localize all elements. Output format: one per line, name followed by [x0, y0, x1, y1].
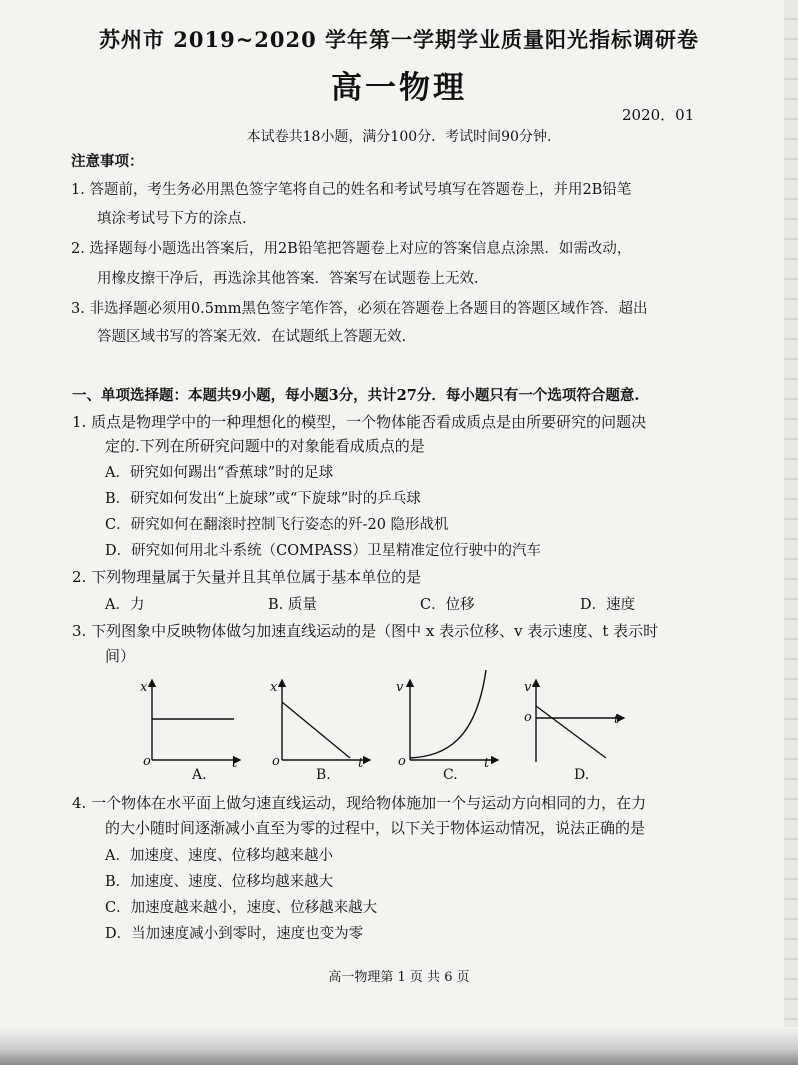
question-2-option-a: A．力 — [105, 597, 145, 613]
notice-item-3-cont: 答题区域书写的答案无效．在试题纸上答题无效. — [97, 329, 407, 345]
question-2-option-d: D．速度 — [580, 597, 636, 613]
notice-heading: 注意事项： — [71, 153, 144, 170]
section-heading: 一、单项选择题：本题共9小题，每小题3分，共计27分．每小题只有一个选项符合题意. — [72, 387, 640, 404]
graph-c-y-label: v — [396, 680, 404, 695]
graph-b-plot — [278, 676, 378, 766]
page-footer: 高一物理第 1 页 共 6 页 — [328, 970, 470, 985]
question-2-stem: 2. 下列物理量属于矢量并且其单位属于基本单位的是 — [72, 568, 422, 586]
question-3-stem: 3. 下列图象中反映物体做匀加速直线运动的是（图中 x 表示位移、v 表示速度、t 表示时 — [72, 622, 659, 640]
graph-b-y-label: x — [270, 680, 278, 695]
graph-d-caption: D. — [574, 767, 590, 783]
graph-d-curve — [536, 706, 606, 758]
question-4-option-a: A．加速度、速度、位移均越来越小 — [105, 848, 333, 864]
question-1-option-d: D．研究如何用北斗系统（COMPASS）卫星精准定位行驶中的汽车 — [105, 543, 541, 559]
question-4-stem: 4. 一个物体在水平面上做匀速直线运动，现给物体施加一个与运动方向相同的力，在力 — [72, 794, 647, 812]
question-1-stem-cont: 定的.下列在所研究问题中的对象能看成质点的是 — [105, 437, 425, 455]
question-1-stem: 1. 质点是物理学中的一种理想化的模型，一个物体能否看成质点是由所要研究的问题决 — [72, 413, 647, 431]
graph-c-plot — [406, 670, 506, 766]
graph-c-origin: o — [398, 754, 406, 769]
notice-item-1-cont: 填涂考试号下方的涂点. — [97, 211, 247, 227]
page-edge-shadow — [784, 0, 798, 1065]
question-3-stem-cont: 间） — [105, 647, 136, 665]
question-1-option-c: C．研究如何在翻滚时控制飞行姿态的歼-20 隐形战机 — [105, 517, 449, 533]
graph-b-origin: o — [272, 754, 280, 769]
graph-a-x-label: t — [232, 756, 238, 771]
question-4-option-d: D．当加速度减小到零时，速度也变为零 — [105, 926, 364, 942]
question-1-option-a: A．研究如何踢出“香蕉球”时的足球 — [105, 465, 334, 481]
graph-c — [406, 670, 506, 770]
graph-c-x-label: t — [484, 756, 490, 771]
graph-c-curve — [410, 670, 486, 758]
question-2-option-c: C．位移 — [420, 597, 475, 613]
graph-a-plot — [148, 676, 248, 766]
graph-c-caption: C. — [443, 767, 458, 783]
question-2-option-b: B. 质量 — [268, 597, 317, 613]
scan-bottom-shadow — [0, 1027, 798, 1065]
graph-d-origin: o — [524, 710, 532, 725]
exam-intro: 本试卷共18小题，满分100分．考试时间90分钟. — [246, 129, 552, 145]
question-1-option-b: B．研究如何发出“上旋球”或“下旋球”时的乒乓球 — [105, 491, 421, 507]
question-4-option-b: B．加速度、速度、位移均越来越大 — [105, 874, 334, 890]
notice-item-1: 1. 答题前，考生务必用黑色签字笔将自己的姓名和考试号填写在答题卷上，并用2B铅笔 — [71, 182, 632, 198]
notice-item-2: 2. 选择题每小题选出答案后，用2B铅笔把答题卷上对应的答案信息点涂黑．如需改动， — [71, 241, 632, 257]
graph-d-y-label: v — [524, 680, 532, 695]
graph-d-x-label: t — [614, 712, 620, 727]
exam-date: 2020．01 — [622, 106, 695, 124]
subject-title: 高一物理 — [331, 70, 467, 106]
graph-a-y-label: x — [140, 680, 148, 695]
notice-item-3: 3. 非选择题必须用0.5mm黑色签字笔作答，必须在答题卷上各题目的答题区域作答．超出 — [71, 301, 648, 317]
graph-a-caption: A. — [192, 767, 207, 783]
graph-b-caption: B. — [316, 767, 331, 783]
graph-a-origin: o — [143, 754, 151, 769]
exam-title: 苏州市 2019~2020 学年第一学期学业质量阳光指标调研卷 — [98, 27, 700, 52]
graph-b-x-label: t — [358, 756, 364, 771]
question-4-stem-cont: 的大小随时间逐渐减小直至为零的过程中，以下关于物体运动情况，说法正确的是 — [105, 819, 646, 837]
graph-b-curve — [282, 702, 350, 758]
question-4-option-c: C．加速度越来越小，速度、位移越来越大 — [105, 900, 378, 916]
notice-item-2-cont: 用橡皮擦干净后，再选涂其他答案．答案写在试题卷上无效. — [97, 271, 479, 287]
